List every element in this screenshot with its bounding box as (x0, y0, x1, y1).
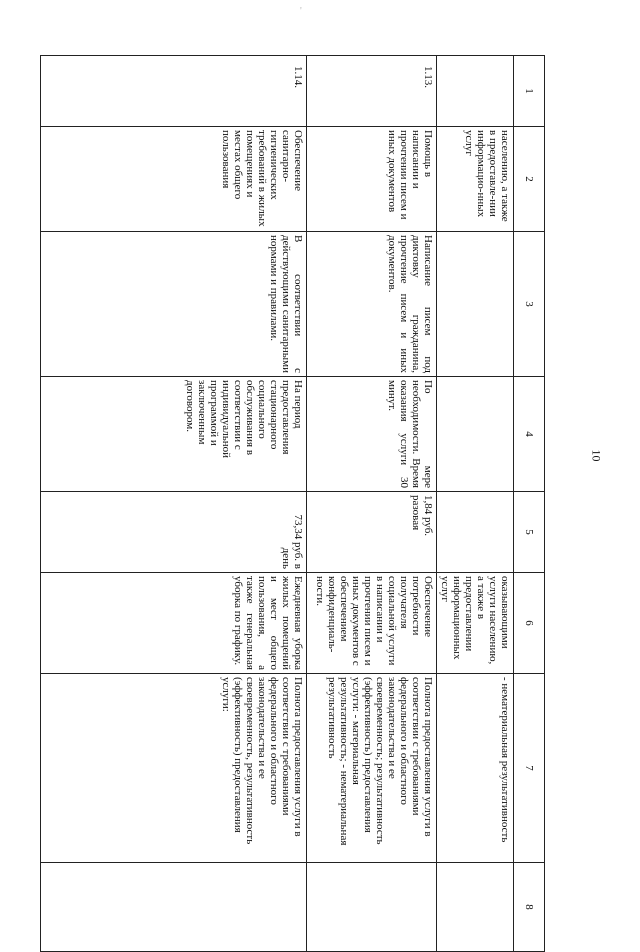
header-col-7: 7 (514, 674, 545, 863)
service-period: По мере необходимости. Время оказания услуги 30 минут. (307, 377, 437, 492)
quality-indicators: Ежедневная уборка жилых помещений и мест общего пользования, а также генеральная уборка по графику. (41, 573, 307, 674)
header-col-1: 1 (514, 56, 545, 127)
table-row (41, 56, 307, 952)
row-number (437, 56, 514, 127)
service-price: 1,84 руб. разовая (307, 492, 437, 573)
row-number: 1.13. (307, 56, 437, 127)
table-row (307, 56, 437, 952)
evaluation-conditions: Полнота предоставления услуги в соответствии с требованиями федерального и областного законодательства и ее своевременность, результативность (эффективность) предоставления услуги: (41, 674, 307, 863)
table-row (437, 56, 514, 952)
scan-mark: ' (300, 6, 302, 17)
quality-indicators: оказывающими услуги населению, а также в предоставлении информационных услуг (437, 573, 514, 674)
evaluation-conditions: Полнота предоставления услуги в соответствии с требованиями федерального и областного законодательства и ее своевременность; результативность (эффективность) предоставления услуги: - материальная результативность; - нематериальная результативность (307, 674, 437, 863)
header-col-3: 3 (514, 232, 545, 377)
page-number: 10 (589, 449, 604, 462)
header-col-8: 8 (514, 863, 545, 952)
note (41, 863, 307, 952)
note (307, 863, 437, 952)
note (437, 863, 514, 952)
service-period: На период предоставления стационарного социального обслуживания в соответствии с индивидуальной программой и заключенным договором. (41, 377, 307, 492)
header-row (514, 56, 545, 952)
service-price (437, 492, 514, 573)
header-col-2: 2 (514, 127, 545, 232)
service-content: Написание писем под диктовку гражданина, прочтение писем и иных документов. (307, 232, 437, 377)
service-name: населению, а также в предоставле-нии информацио-нных услуг (437, 127, 514, 232)
rotated-table-page (40, 55, 545, 910)
services-table (40, 55, 545, 952)
service-period (437, 377, 514, 492)
quality-indicators: Обеспечение потребности получателя социальной услуги в написании и прочтении писем и иных документов с обеспечением конфиденциаль-ности. (307, 573, 437, 674)
service-name: Помощь в написании и прочтении писем и иных документов (307, 127, 437, 232)
evaluation-conditions: - нематериальная результативность (437, 674, 514, 863)
header-col-5: 5 (514, 492, 545, 573)
header-col-4: 4 (514, 377, 545, 492)
service-content: В соответствии с действующими санитарными нормами и правилами. (41, 232, 307, 377)
row-number: 1.14. (41, 56, 307, 127)
service-name: Обеспечение санитарно-гигиенических требований в жилых помещениях и местах общего пользования (41, 127, 307, 232)
service-content (437, 232, 514, 377)
service-price: 73,34 руб. в день (41, 492, 307, 573)
header-col-6: 6 (514, 573, 545, 674)
